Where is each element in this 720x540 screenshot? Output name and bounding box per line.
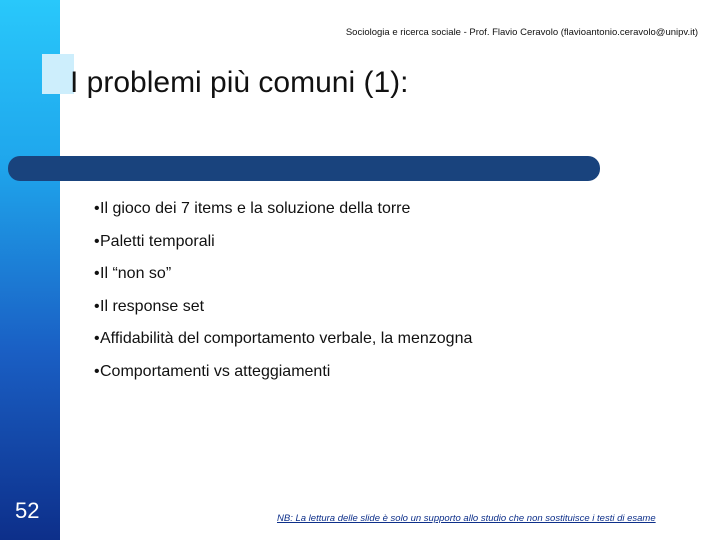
bullet-text: Il “non so”: [100, 265, 172, 283]
bullet-text: Affidabilità del comportamento verbale, la menzogna: [100, 330, 473, 348]
bullet-marker: •: [94, 330, 100, 348]
bullet-item: [94, 361, 472, 394]
bullet-marker: •: [94, 362, 100, 380]
page-number: 52: [15, 498, 40, 523]
bullet-marker: •: [94, 265, 100, 283]
bullet-item: [94, 198, 472, 231]
bullet-text: Il gioco dei 7 items e la soluzione della torre: [100, 200, 411, 217]
bullet-marker: •: [94, 297, 100, 315]
header-course-info: Sociologia e ricerca sociale - Prof. Flavio Ceravolo (flavioantonio.ceravolo@unipv.it): [345, 27, 698, 38]
footer-note-link[interactable]: NB: La lettura delle slide è solo un supporto allo studio che non sostituisce i testi di esame: [277, 513, 656, 524]
bullet-text: Comportamenti vs atteggiamenti: [100, 362, 331, 380]
bullet-marker: •: [94, 232, 100, 250]
slide-title: I problemi più comuni (1):: [70, 66, 409, 99]
bullet-marker: •: [94, 200, 100, 217]
bullet-text: Il response set: [100, 297, 205, 315]
bullet-item: [94, 263, 472, 296]
bullet-list: [94, 198, 472, 394]
title-divider-bar: [8, 156, 600, 181]
bullet-item: [94, 231, 472, 264]
bullet-item: [94, 296, 472, 329]
bullet-item: [94, 328, 472, 361]
bullet-text: Paletti temporali: [100, 232, 215, 250]
